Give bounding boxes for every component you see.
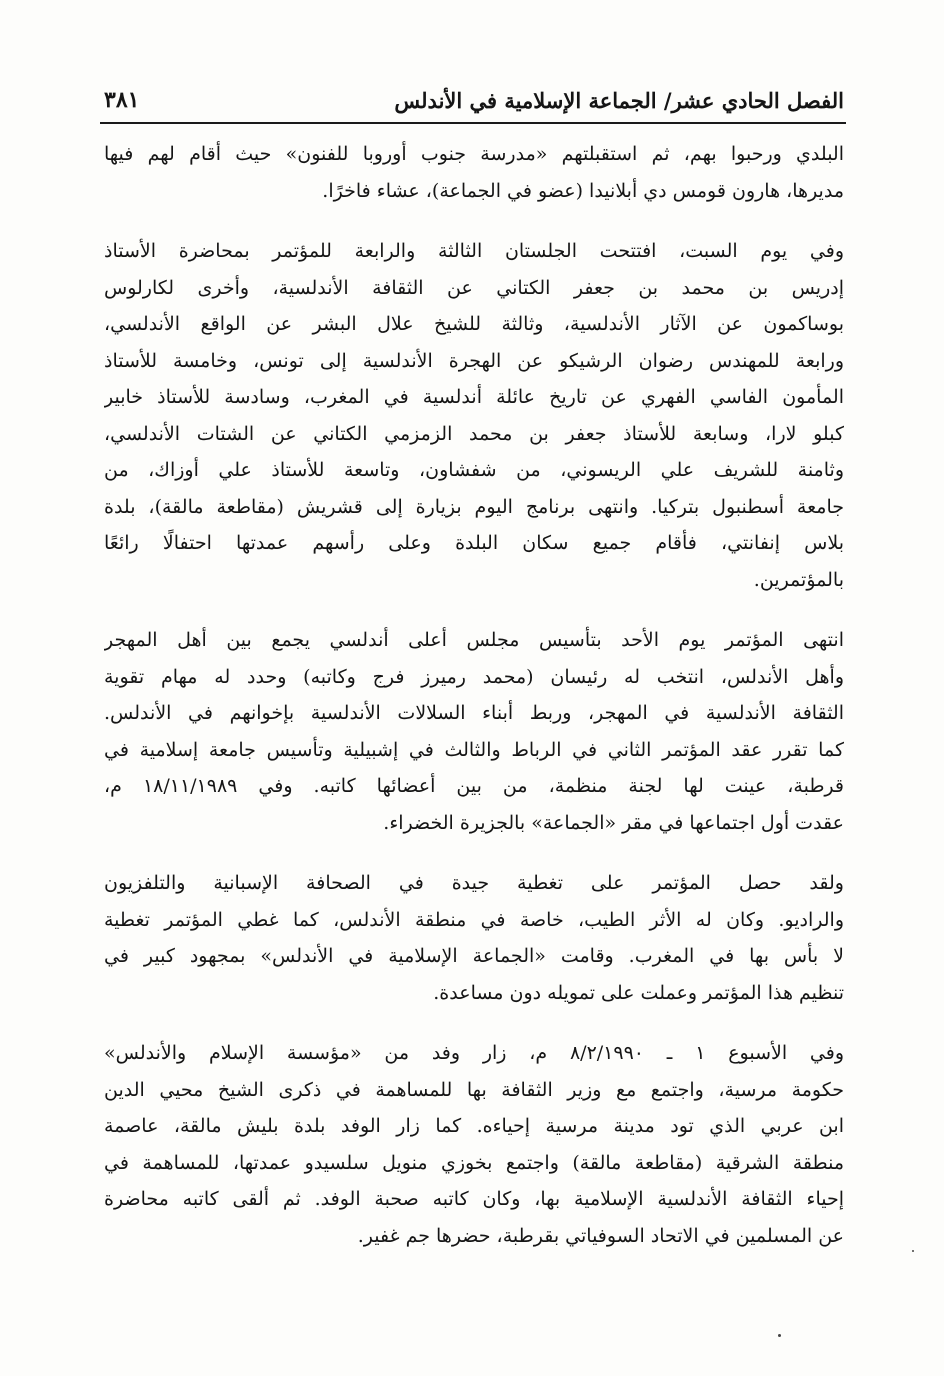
header-rule	[100, 122, 846, 124]
scan-speck	[778, 1334, 781, 1337]
text-line: قرطبة، عينت لها لجنة منظمة، من بين أعضائها كاتبه. وفي ١٨/١١/١٩٨٩ م،	[104, 775, 844, 797]
body-text	[104, 136, 844, 1278]
text-line: بالمؤتمرين.	[753, 568, 844, 591]
paragraph	[104, 865, 844, 1011]
text-line: كما تقرر عقد المؤتمر الثاني في الرباط والثالث في إشبيلية وتأسيس جامعة إسلامية في	[104, 738, 844, 761]
text-line: مديرها، هارون قومس دي أبلانيدا (عضو في الجماعة)، عشاء فاخرًا.	[322, 179, 844, 202]
text-line: لا بأس بها في المغرب. وقامت «الجماعة الإسلامية في الأندلس» بمجهود كبير في	[104, 945, 844, 967]
text-line: إدريس بن محمد بن جعفر الكتاني عن الثقافة الأندلسية، وأخرى لكارلوس	[104, 276, 844, 299]
text-line: وأهل الأندلس، انتخب له رئيسان (محمد رميرز فرج وكاتبه) وحدد له مهام تقوية	[104, 665, 844, 688]
running-header	[104, 80, 844, 120]
scan-speck	[912, 1250, 914, 1252]
chapter-title: الفصل الحادي عشر/ الجماعة الإسلامية في الأندلس	[394, 87, 844, 113]
text-line: الثقافة الأندلسية في المهجر، وربط أبناء السلالات الأندلسية بإخوانهم في الأندلس.	[104, 702, 844, 724]
text-line: ابن عربي الذي تود مدينة مرسية إحياءه. كما زار الوفد بلدة بليش مالقة، عاصمة	[104, 1115, 844, 1137]
text-line: جامعة أسطنبول بتركيا. وانتهى برنامج اليوم بزيارة إلى قشريش (مقاطعة مالقة)، بلدة	[104, 495, 844, 518]
text-line: وفي الأسبوع ١ ـ ٨/٢/١٩٩٠ م، زار وفد من «مؤسسة الإسلام والأندلس»	[104, 1042, 844, 1064]
text-line: بوساكمون عن الآثار الأندلسية، وثالثة للشيخ علال البشر عن الواقع الأندلسي،	[104, 313, 844, 335]
text-line: عقدت أول اجتماعها في مقر «الجماعة» بالجزيرة الخضراء.	[383, 811, 844, 834]
text-line: ورابعة للمهندس رضوان الرشيكو عن الهجرة الأندلسية إلى تونس، وخامسة للأستاذ	[104, 349, 844, 372]
text-line: المأمون الفاسي الفهري عن تاريخ عائلة أندلسية في المغرب، وسادسة للأستاذ خابير	[104, 386, 844, 408]
paragraph	[104, 136, 844, 209]
text-line: حكومة مرسية، واجتمع مع وزير الثقافة بها للمساهمة في ذكرى الشيخ محيي الدين	[104, 1078, 844, 1101]
text-line: وثامنة للشريف علي الريسوني، من شفشاون، وتاسعة للأستاذ علي أوزاك، من	[104, 459, 844, 481]
text-line: تنظيم هذا المؤتمر وعملت على تمويله دون مساعدة.	[433, 981, 844, 1004]
paragraph	[104, 233, 844, 598]
text-line: إحياء الثقافة الأندلسية الإسلامية بها، وكان كاتبه صحبة الوفد. ثم ألقى كاتبه محاضرة	[104, 1188, 844, 1210]
text-line: انتهى المؤتمر يوم الأحد بتأسيس مجلس أعلى أندلسي يجمع بين أهل المهجر	[104, 629, 844, 651]
text-line: عن المسلمين في الاتحاد السوفياتي بقرطبة، حضرها جم غفير.	[357, 1224, 844, 1247]
text-line: ولقد حصل المؤتمر على تغطية جيدة في الصحافة الإسبانية والتلفزيون	[104, 872, 844, 894]
text-line: وفي يوم السبت، افتتحت الجلستان الثالثة والرابعة للمؤتمر بمحاضرة الأستاذ	[104, 240, 844, 262]
text-line: منطقة الشرقية (مقاطعة مالقة) واجتمع بخوزي منويل سلسيدو عمدتها، للمساهمة في	[104, 1151, 844, 1174]
text-line: والراديو. وكان له الأثر الطيب، خاصة في منطقة الأندلس، كما غطي المؤتمر تغطية	[104, 908, 844, 931]
text-line: كبلو لارا، وسابعة للأستاذ جعفر بن محمد الزمزمي الكتاني عن الشتات الأندلسي،	[104, 422, 844, 445]
page-number: ٣٨١	[104, 87, 140, 113]
text-line: بلاس إنفانتي، فأقام جميع سكان البلدة وعلى رأسهم عمدتها احتفالًا رائعًا	[104, 532, 844, 554]
paragraph	[104, 622, 844, 841]
text-line: البلدي ورحبوا بهم، ثم استقبلتهم «مدرسة جنوب أوروبا للفنون» حيث أقام لهم فيها	[104, 143, 844, 165]
paragraph	[104, 1035, 844, 1254]
